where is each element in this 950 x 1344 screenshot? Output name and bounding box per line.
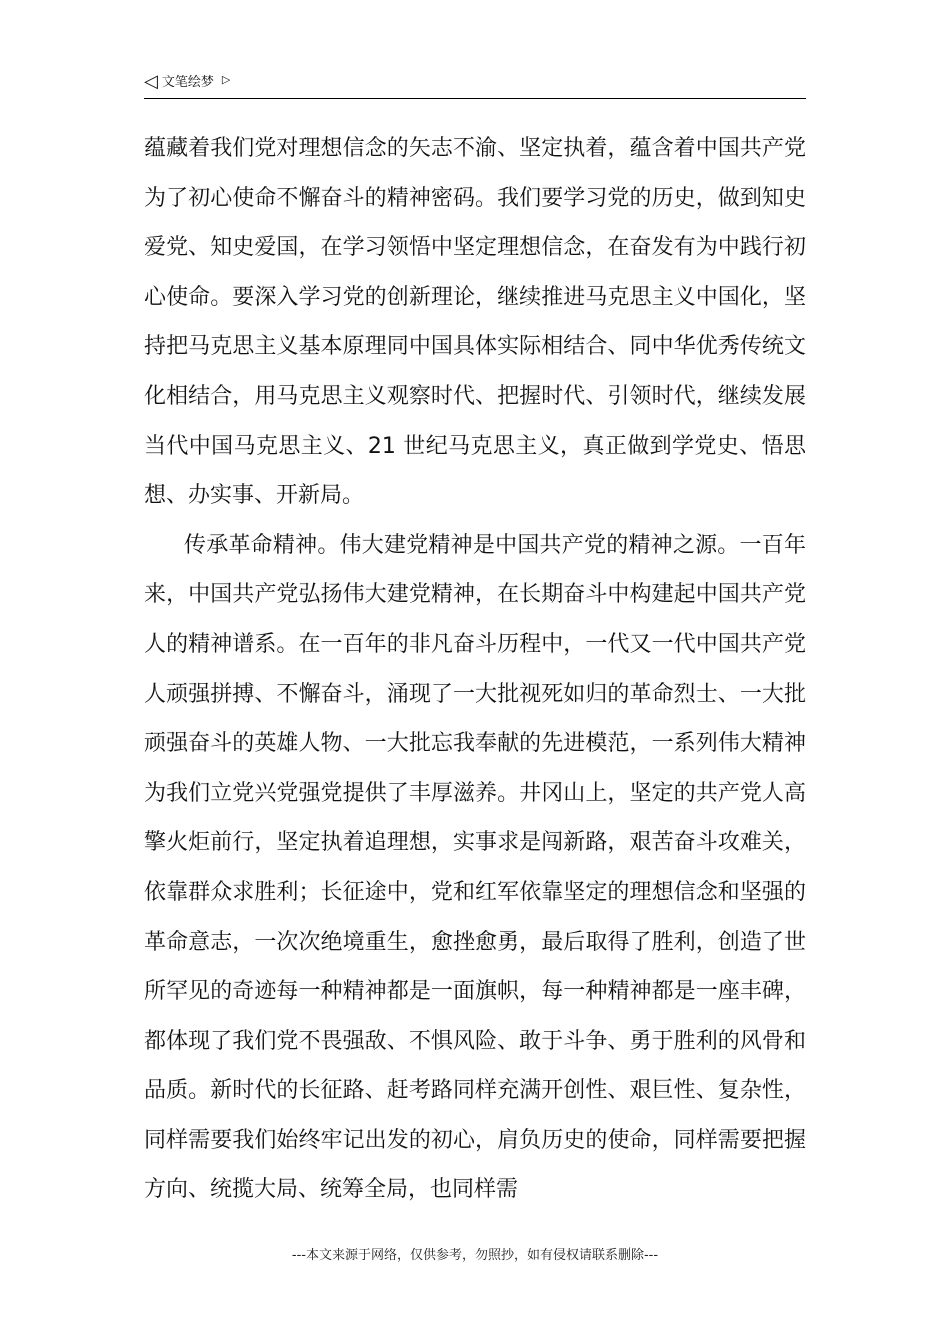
text-line: 了胜利，创造了世所罕见的奇迹每一种精神都是一面旗帜，每一种	[144, 929, 806, 1005]
text-line: 传承革命精神。伟大建党精神是中国共产党的精神之源。一百	[184, 532, 784, 558]
paragraph-2	[144, 521, 806, 1215]
text-line: 代，继续发展当代中国马克思主义、21 世纪马克思主义，真正做到	[144, 383, 806, 459]
text-line: 伟大精神为我们立党兴党强党提供了丰厚滋养。井冈山上，坚定的	[144, 731, 806, 806]
text-line: 产党人的精神谱系。在一百年的非凡奋斗历程中，一代又一代中国	[144, 582, 806, 657]
text-line: 争、勇于胜利的风骨和品质。新时代的长征路、赶考路同样充满开	[144, 1028, 806, 1104]
triangle-right-icon: ▷	[221, 72, 231, 86]
header-brand: 文笔绘梦	[161, 74, 214, 90]
page-footer: ---本文来源于网络，仅供参考，勿照抄，如有侵权请联系删除---	[291, 1248, 659, 1263]
text-line: 知史爱党、知史爱国，在学习领悟中坚定理想信念，在奋发有为中	[144, 185, 806, 261]
text-line: 一大批顽强奋斗的英雄人物、一大批忘我奉献的先进模范，一系列	[144, 681, 806, 757]
text-line: 优秀传统文化相结合，用马克思主义观察时代、把握时代、引领时	[144, 334, 806, 409]
text-line: 创性、艰巨性、复杂性，同样需要我们始终牢记出发的初心，肩负	[144, 1078, 806, 1153]
text-line: 共产党人顽强拼搏、不懈奋斗，涌现了一大批视死如归的革命烈士、	[144, 631, 806, 707]
text-line: 学党史、悟思想、办实事、开新局。	[144, 433, 806, 509]
page-header	[144, 72, 806, 99]
text-line: 年来，中国共产党弘扬伟大建党精神，在长期奋斗中构建起中国共	[144, 532, 806, 608]
text-line: 想信念和坚强的革命意志，一次次绝境重生，愈挫愈勇，最后取得	[144, 879, 806, 955]
text-line: 党为了初心使命不懈奋斗的精神密码。我们要学习党的历史，做到	[144, 136, 806, 211]
text-line: 共产党人高擎火炬前行，坚定执着追理想，实事求是闯新路，艰苦	[144, 780, 806, 856]
triangle-left-icon: ◁	[144, 71, 158, 92]
paragraph-1	[144, 124, 806, 521]
text-line: 践行初心使命。要深入学习党的创新理论，继续推进马克思主义中	[144, 235, 806, 310]
document-body	[144, 124, 806, 1215]
text-line: 蕴藏着我们党对理想信念的矢志不渝、坚定执着，蕴含着中国共产	[144, 136, 784, 161]
text-line: 国化，坚持把马克思主义基本原理同中国具体实际相结合、同中华	[144, 284, 806, 360]
text-line: 精神都是一座丰碑，都体现了我们党不畏强敌、不惧风险、敢于斗	[144, 979, 806, 1054]
text-line: 奋斗攻难关，依靠群众求胜利；长征途中，党和红军依靠坚定的理	[144, 830, 806, 905]
text-line: 历史的使命，同样需要把握方向、统揽大局、统筹全局，也同样需	[144, 1127, 806, 1203]
